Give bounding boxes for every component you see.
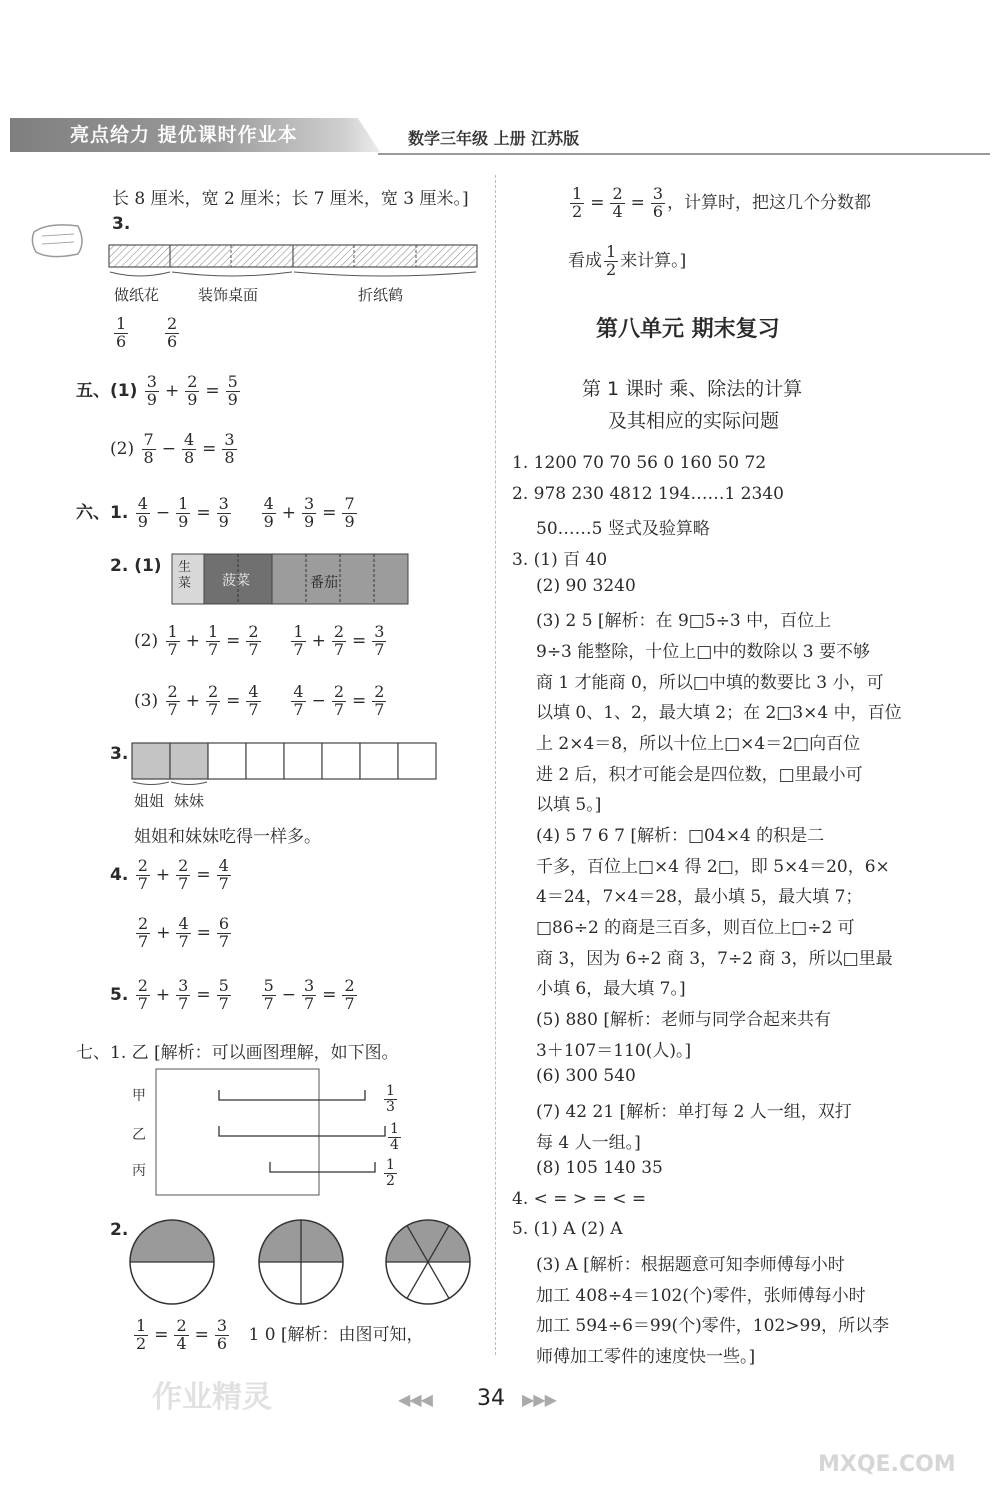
section-6-4b: $\frac{2}{7}$ + $\frac{4}{7}$ = $\frac{6}{7}$ [138,914,230,951]
section-6-2-3: (3) $\frac{2}{7}$ + $\frac{2}{7}$ = $\frac{4}{7}$ $\frac{4}{7}$ − $\frac{2}{7}$ = $\frac{2}{7}$ [134,682,385,719]
book-subtitle: 数学三年级 上册 江苏版 [408,129,580,148]
answer-line: 以填 5。] [536,795,602,815]
answer-line: 4＝24，7×4＝28，最小填 5，最大填 7； [536,887,863,907]
bar-label: 折纸鹤 [358,286,404,304]
answer-line: 每 4 人一组。] [536,1133,641,1153]
stamp-icon [28,218,88,262]
book-title: 亮点给力 提优课时作业本 [70,124,298,146]
section-5-1: 五、(1) $\frac{3}{9}$ + $\frac{2}{9}$ = $\frac{5}{9}$ [76,372,238,409]
squares-diagram [131,742,441,788]
s6-2-label: 2. (1) [110,556,162,576]
page-number: 34 [477,1386,505,1411]
answer-line: (3) 2 5 [解析：在 9□5÷3 中，百位上 [536,611,832,631]
circle-fractions [128,1218,478,1310]
q3-label: 3. [112,214,131,234]
answer-line: 4. < = > = < = [512,1189,647,1209]
header-rule [378,153,990,155]
row-label: 丙 [132,1163,146,1179]
answer-line: (3) A [解析：根据题意可知李师傅每小时 [536,1255,845,1275]
answer-line: 加工 408÷4＝102(个)零件，张师傅每小时 [536,1286,866,1306]
prev-arrows-icon: ◀◀◀ [398,1390,432,1409]
answer-line: 2. 978 230 4812 194……1 2340 [512,484,784,504]
s7-2-equation: $\frac{1}{2}$ = $\frac{2}{4}$ = $\frac{3}{6}$ 1 0 [解析：由图可知， [136,1316,424,1353]
answer-line: (8) 105 140 35 [536,1158,663,1178]
section-6-2-2: (2) $\frac{1}{7}$ + $\frac{1}{7}$ = $\frac{2}{7}$ $\frac{1}{7}$ + $\frac{2}{7}$ = $\frac{3}{7}$ [134,622,385,659]
answer-line: 9÷3 能整除，十位上□中的数除以 3 要不够 [536,642,870,662]
answer-line: 3＋107＝110(人)。] [536,1041,692,1061]
answer-line: 师傅加工零件的速度快一些。] [536,1347,756,1367]
answer-line: 以填 0、1、2，最大填 2；在 2□3×4 中，百位 [536,703,902,723]
veg-label-tomato: 番茄 [310,575,338,591]
s7-2-label: 2. [110,1220,129,1240]
answer-line: (2) 90 3240 [536,576,636,596]
watermark-logo: 作业精灵 [152,1380,272,1415]
section-6-1: 六、1. $\frac{4}{9}$ − $\frac{1}{9}$ = $\frac{3}{9}$ $\frac{4}{9}$ + $\frac{3}{9}$ = $\frac{7}{9}$ [76,494,355,531]
answer-line: (4) 5 7 6 7 [解析：□04×4 的积是二 [536,826,825,846]
answer-line: 加工 594÷6＝99(个)零件，102>99，所以李 [536,1316,890,1336]
answer-line: 5. (1) A (2) A [512,1219,623,1239]
lesson-title-line-2: 及其相应的实际问题 [608,410,780,432]
s6-3-label: 3. [110,744,129,764]
section-5-2: (2) $\frac{7}{8}$ − $\frac{4}{8}$ = $\frac{3}{8}$ [110,430,235,467]
right-top-line-2: 看成 $\frac{1}{2}$ 来计算。] [568,242,687,279]
bar-label: 做纸花 [114,286,160,304]
right-top-line: $\frac{1}{2}$ = $\frac{2}{4}$ = $\frac{3}{6}$ ，计算时，把这几个分数都 [572,184,872,221]
unit-title: 第八单元 期末复习 [596,317,780,342]
section-6-4a: 4. $\frac{2}{7}$ + $\frac{2}{7}$ = $\frac{4}{7}$ [110,856,229,893]
s6-3-text: 姐姐和妹妹吃得一样多。 [134,827,321,847]
section-7-1: 七、1. 乙 [解析：可以画图理解，如下图。 [76,1043,399,1063]
answer-line: 1. 1200 70 70 56 0 160 50 72 [512,453,767,473]
length-comparison-diagram [155,1068,415,1198]
column-divider [495,175,496,1355]
answer-line: 小填 6，最大填 7。] [536,979,686,999]
answer-line: 3. (1) 百 40 [512,550,608,570]
watermark-site: MXQE.COM [818,1452,956,1477]
frac-label: $\frac{1}{2}$ [386,1157,395,1189]
row-label: 甲 [132,1088,146,1104]
frac-label: $\frac{1}{3}$ [386,1083,395,1115]
frac-label: $\frac{1}{4}$ [390,1121,399,1153]
section-6-5: 5. $\frac{2}{7}$ + $\frac{3}{7}$ = $\frac{5}{7}$ $\frac{5}{7}$ − $\frac{3}{7}$ = $\frac{2}{7}$ [110,976,355,1013]
answer-line: (5) 880 [解析：老师与同学合起来共有 [536,1010,831,1030]
answer-line: □86÷2 的商是三百多，则百位上□÷2 可 [536,918,855,938]
vegetable-bar [171,553,411,607]
answer-line: (7) 42 21 [解析：单打每 2 人一组，双打 [536,1102,852,1122]
answer-line: 50……5 竖式及验算略 [536,519,710,539]
answer-line: 进 2 后，积才可能会是四位数，□里最小可 [536,765,863,785]
veg-label-lettuce: 生菜 [178,560,192,591]
answer-line: (6) 300 540 [536,1066,636,1086]
answer-line: 千多，百位上□×4 得 2□，即 5×4＝20，6× [536,857,890,877]
strip-diagram [108,244,480,304]
sister-label: 妹妹 [174,792,205,810]
q3-fractions: $\frac{1}{6}$ $\frac{2}{6}$ [116,314,178,351]
bar-label: 装饰桌面 [198,286,259,304]
sister-label: 姐姐 [134,792,165,810]
answer-line: 商 1 才能商 0，所以□中填的数要比 3 小，可 [536,673,884,693]
row-label: 乙 [132,1127,146,1143]
veg-label-spinach: 菠菜 [222,573,250,589]
left-line-1: 长 8 厘米，宽 2 厘米；长 7 厘米，宽 3 厘米。] [112,189,469,209]
answer-line: 上 2×4＝8，所以十位上□×4＝2□向百位 [536,734,861,754]
answer-line: 商 3，因为 6÷2 商 3，7÷2 商 3，所以□里最 [536,949,893,969]
lesson-title-line-1: 第 1 课时 乘、除法的计算 [582,378,803,400]
next-arrows-icon: ▶▶▶ [522,1390,556,1409]
